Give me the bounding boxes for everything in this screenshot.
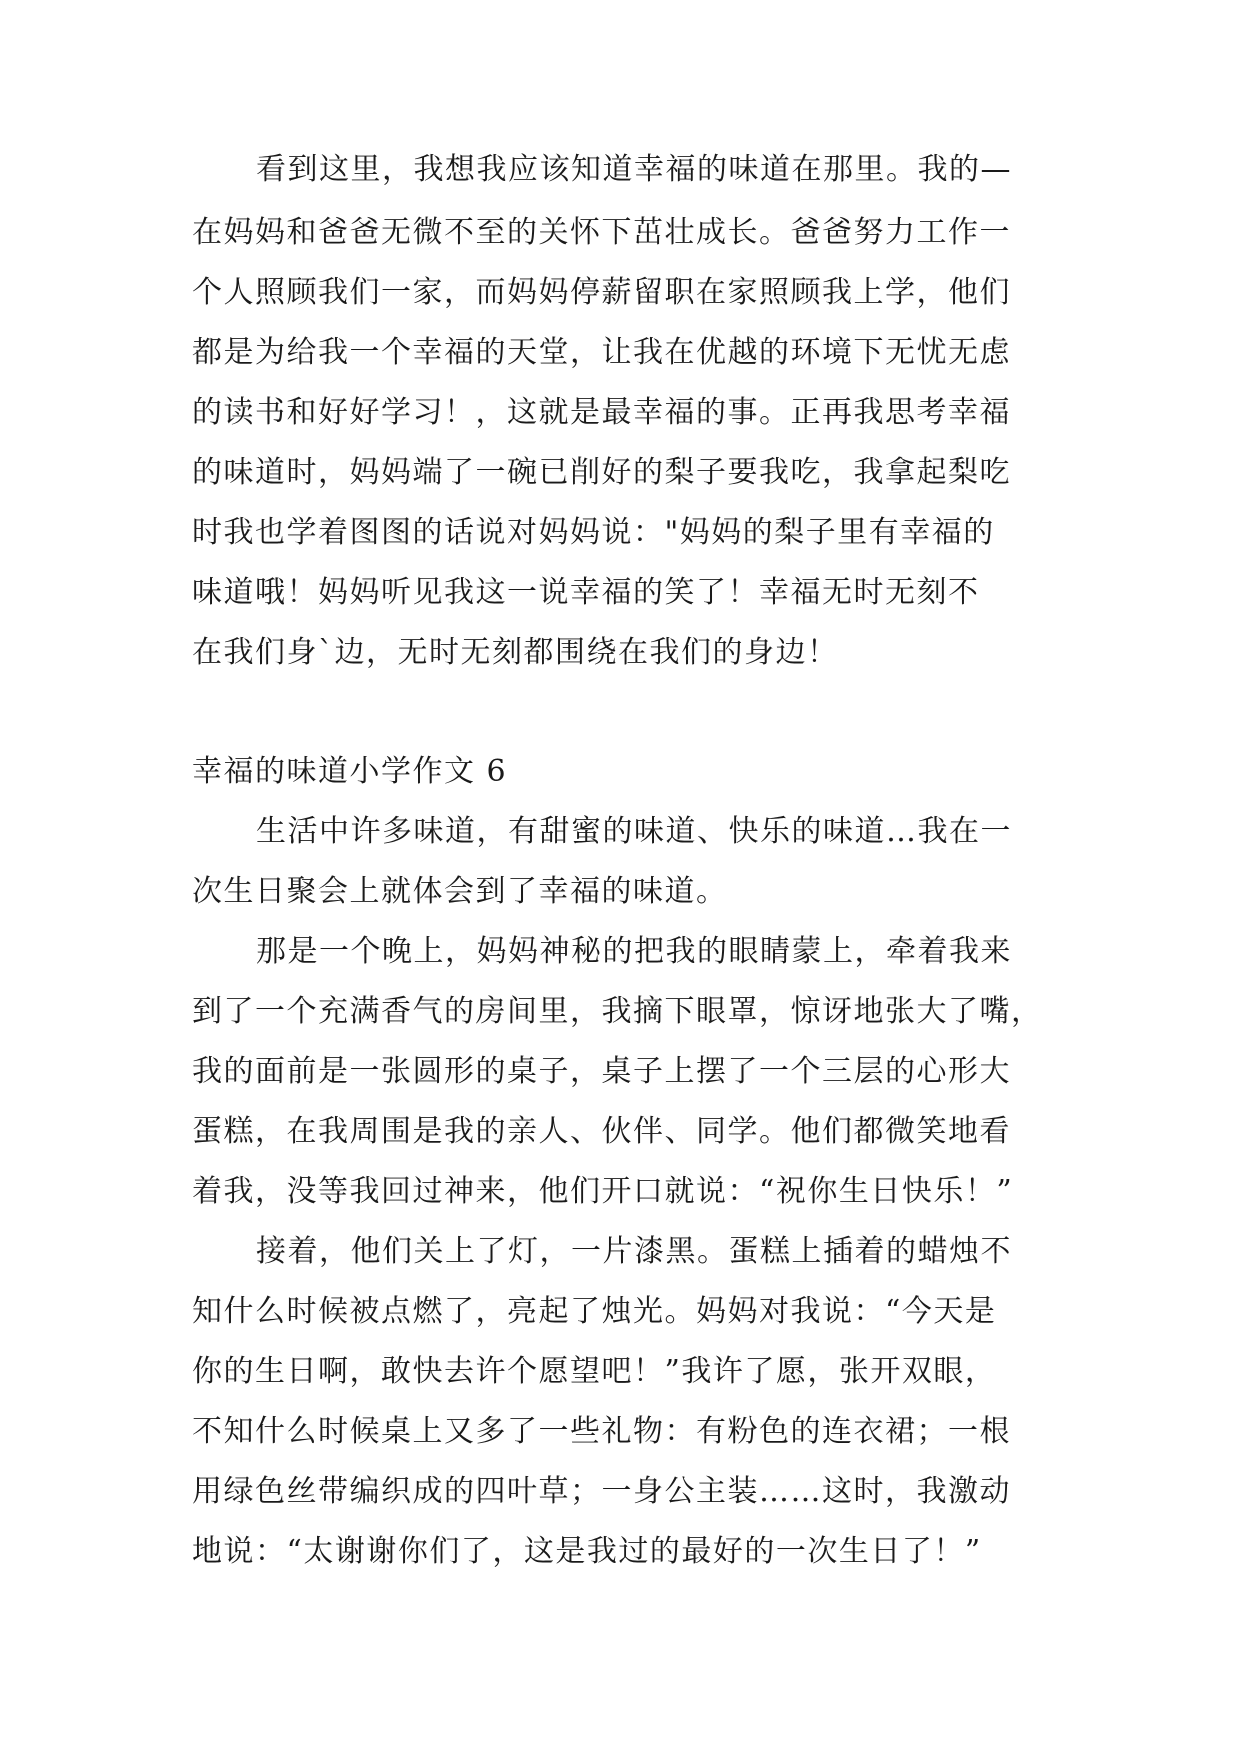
- text-line: 味道哦！妈妈听见我这一说幸福的笑了！幸福无时无刻不: [192, 575, 980, 610]
- text-line: 用绿色丝带编织成的四叶草；一身公主装……这时，我激动: [192, 1474, 1011, 1509]
- text-line: 到了一个充满香气的房间里，我摘下眼罩，惊讶地张大了嘴，: [192, 994, 1043, 1029]
- text-line: 你的生日啊，敢快去许个愿望吧！”我许了愿，张开双眼，: [192, 1354, 997, 1389]
- text-line: 的读书和好好学习！，这就是最幸福的事。正再我思考幸福: [192, 395, 1011, 430]
- text-line: 那是一个晚上，妈妈神秘的把我的眼睛蒙上，牵着我来: [256, 934, 1012, 969]
- text-line: 时我也学着图图的话说对妈妈说："妈妈的梨子里有幸福的: [192, 515, 995, 550]
- text-line: 在妈妈和爸爸无微不至的关怀下茁壮成长。爸爸努力工作一: [192, 215, 1011, 250]
- text-line: 看到这里，我想我应该知道幸福的味道在那里。我的—: [256, 152, 1012, 187]
- text-line: 都是为给我一个幸福的天堂，让我在优越的环境下无忧无虑: [192, 335, 1011, 370]
- section-title: 幸福的味道小学作文 6: [192, 754, 508, 789]
- text-line: 个人照顾我们一家，而妈妈停薪留职在家照顾我上学，他们: [192, 275, 1011, 310]
- text-line: 地说：“太谢谢你们了，这是我过的最好的一次生日了！”: [192, 1534, 982, 1569]
- text-line: 不知什么时候桌上又多了一些礼物：有粉色的连衣裙；一根: [192, 1414, 1011, 1449]
- text-line: 次生日聚会上就体会到了幸福的味道。: [192, 874, 728, 909]
- text-line: 着我，没等我回过神来，他们开口就说：“祝你生日快乐！”: [192, 1174, 1014, 1209]
- text-line: 我的面前是一张圆形的桌子，桌子上摆了一个三层的心形大: [192, 1054, 1011, 1089]
- text-line: 接着，他们关上了灯，一片漆黑。蛋糕上插着的蜡烛不: [256, 1234, 1012, 1269]
- text-line: 在我们身`边，无时无刻都围绕在我们的身边！: [192, 635, 839, 670]
- text-line: 蛋糕，在我周围是我的亲人、伙伴、同学。他们都微笑地看: [192, 1114, 1011, 1149]
- text-line: 的味道时，妈妈端了一碗已削好的梨子要我吃，我拿起梨吃: [192, 455, 1011, 490]
- text-line: 生活中许多味道，有甜蜜的味道、快乐的味道…我在一: [256, 814, 1012, 849]
- text-line: 知什么时候被点燃了，亮起了烛光。妈妈对我说：“今天是: [192, 1294, 997, 1329]
